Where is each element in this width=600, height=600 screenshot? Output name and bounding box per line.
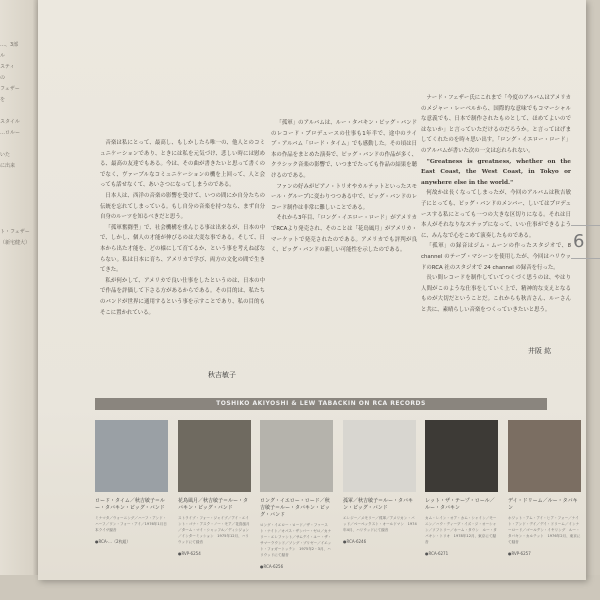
album-tracklist: ホワット・アム・アイ・ヒア・フォー／ナイト・アンド・デイ／デイ・ドリーム／インナーロード／ゴールデン・イヤリング ルー・タバキン・カルテット 1976年2月、東京にて録音 <box>508 516 581 544</box>
album-item <box>95 420 169 545</box>
album-tracklist: カム・レイン・オア・カム・シャイン／モーニン／ハウ・ディープ・イズ・ジ・オーシャン／ソフトリー／ホーム・タウン ルー・タバキン・トリオ 1978年12月、東京にて録音 <box>425 516 497 544</box>
essay-column-2 <box>271 118 417 363</box>
album-item <box>425 420 499 556</box>
album-cover-image <box>343 420 416 492</box>
paragraph: 何故かは長くなってしまったが、今回のアルバムは秋吉敏子にとっても、ピッグ・バンドのメンバー、しいてはプロデュースする私にとっても一つの大きな区切りになる。それは日本人がそれなりなステップになって、いい仕事ができるように、みんなで心をこめて演奏したものである。 <box>421 190 571 239</box>
paragraph: ナード・フェザー氏にこれまで「今度のアルバムはアメリカのメジャー・レーベルから、国際的な意味でもコマーシャルな意義でも、日本で制作されたものとして、ほめてよいのではないか」と言っていただけるのだろうか。と言ってはげましてくれたのを時々思い出す。「ロング・イエロー・ロード」のアルバムが書いた次の一文は忘れられない。 <box>421 95 571 154</box>
paragraph: 「孤軍奮闘型」で、社会機構を重んじる事は出来るが、日本の中で、しかし、個人の才能が伸びるのは大変な事である。そして、日本から出た才能を、どの様にして育てるか、という事を考えねばならない。私は日本に育ち、アメリカで学び、両方の文化の間で生きてきた。 <box>100 224 265 274</box>
paragraph: 長い間レコードを制作していてつくづく思うのは、やはり人間がこのような仕事をしていく上で、精神的な支えとなるものが大切だということだ。これからも秋吉さん、ルーさんと共に、素晴らしい音楽をつくっていきたいと思う。 <box>421 275 571 313</box>
album-tracklist: ストライブ・フォー・ジャイブ／アイ・エイント・ゴナ・アスク・ノー・モア／花鳥風月／ターム・マイ・シャッフル／ディシジョン／インターミッション 1975年12月、ハリウッドにて録音 <box>178 516 250 544</box>
paragraph: 「孤軍」の録音はジム・ムーンの作ったスタジオで、8 channel のテープ・マシーンを使用したが、今回はハリウッドのRCA 社のスタジオで 24 channel の録音を行った。 <box>421 243 571 271</box>
album-item <box>178 420 252 556</box>
paragraph: 音楽は私にとって、最高し、もしかしたら唯一の、他人とのコミュニケーションであり、ときには私を元気づけ、悲しい時には慰める、最高の友達でもある。今は、その曲が書きたいと思って書くのでなく、ヴァーブルなコミュニケーションの機を上回って、人と会っても話せなくて、あいさつになってしまうのである。 <box>100 140 265 189</box>
album-catalog-number: ●RCA-…（2枚組） <box>95 539 131 544</box>
paragraph: 日本人は、西洋の音楽の影響を受けて、いつの間にか自分たちの伝統を忘れてしまっている。もし自分の音楽を持つなら、まず自分自身のルーツを知るべきだと思う。 <box>100 192 265 221</box>
essay-column-1 <box>100 138 265 363</box>
album-title: 孤軍／秋吉敏子＝ルー・タバキン・ビッグ・バンド <box>343 498 413 511</box>
signature-isaka: 井阪 紘 <box>528 347 552 355</box>
album-title: 花鳥風月／秋吉敏子＝ルー・タバキン・ビッグ・バンド <box>178 498 249 511</box>
album-tracklist: ロング・イエロー・ロード／ザ・ファースト・ナイト／オパス・ザンバー・ゼロ／カナリー・エレファント／サムデイ・ユー・ザ・サマーラウンド／ソング・ブリゼー／イエット・フォガートッテン 1975年2・3月、ハリウッドにて録音 <box>260 523 332 557</box>
album-cover-image <box>260 420 333 492</box>
album-catalog-number: ●RVP-6257 <box>508 551 531 556</box>
album-item <box>260 420 334 569</box>
records-banner: TOSHIKO AKIYOSHI & LEW TABACKIN ON RCA RECORDS <box>95 398 547 410</box>
left-page-edge <box>0 0 38 600</box>
album-cover-image <box>178 420 251 492</box>
album-catalog-number: ●RCA-6246 <box>343 539 367 544</box>
album-cover-image <box>95 420 168 492</box>
essay-column-3 <box>421 93 571 345</box>
left-page-text: …、3部 ル スティ の フェザー を スタイル …ロルー いた に出来 ト・フェザー （新宅健大） <box>0 42 31 246</box>
paragraph: それから3年目、「ロング・イエロー・ロード」がアメリカでRCAより発売され、そのことは「花鳥風月」がアメリカ・マーケットで発売されたのである。アメリカでも評判が良く、ビッグ・バンドの新しい可能性を示したのである。 <box>271 215 417 254</box>
album-catalog-number: ●RVP-6254 <box>178 551 201 556</box>
page-number: 6 <box>571 225 600 259</box>
english-quote: "Greatness is greatness, whether on the East Coast, the West Coast, in Tokyo or anywhere else in the world." <box>421 158 571 186</box>
right-page-edge <box>584 0 600 600</box>
album-item <box>508 420 582 556</box>
album-tracklist: エレジー／メモリー／孤軍／アメリカン・バッド／ペーペックスト・オールドマン 1974年4月、ハリウッドにて録音 <box>343 516 417 532</box>
album-title: レット・ザ・テープ・ロール／ルー・タバキン <box>425 498 495 511</box>
paragraph: 「孤軍」のアルバムは、ルー・タバキン・ビッグ・バンドのレコード・プロデュースの仕事も1年半で、途中のライブ・アルバム「ロード・タイム」でも感動した。その頃は日本の作品をまとめた演奏で、ピッグ・バンドの作品が多く、クラシック音楽の影響で、いつまでたっても作品の結果を聴けるのである。 <box>271 120 417 179</box>
paragraph: 私が何かして、アメリカで良い仕事をしたというのは、日本の中で作品を評価して下さる方があるからである。その目的は、私たちのバンドが世界に通用するという事を示すことであり、私の目的もそこに置かれている。 <box>100 277 265 316</box>
album-cover-image <box>425 420 498 492</box>
booklet-page <box>38 0 586 580</box>
album-title: デイ・ドリーム／ルー・タバキン <box>508 498 578 511</box>
album-tracklist: ミナマタ／ウォーニング／ハーフ・アンド・ハーフ／ワン・フォー・アイ／1976年1月日本ライヴ録音 <box>95 516 167 532</box>
album-title: ロング・イエロー・ロード／秋吉敏子＝ルー・タバキン・ビッグ・バンド <box>260 498 330 518</box>
paragraph: ファンの好みがピアノ・トリオやカルテットといったスモール・グループに変わりつつある中で、ビッグ・バンドのレコード制作は非常に難しいことである。 <box>271 183 417 211</box>
album-item <box>343 420 417 544</box>
album-cover-image <box>508 420 581 492</box>
album-catalog-number: ●RCA-6256 <box>260 564 284 569</box>
album-catalog-number: ●RCA-6271 <box>425 551 449 556</box>
signature-akiyoshi: 秋吉敏子 <box>208 371 236 379</box>
album-title: ロード・タイム／秋吉敏子＝ルー・タバキン・ビッグ・バンド <box>95 498 165 511</box>
